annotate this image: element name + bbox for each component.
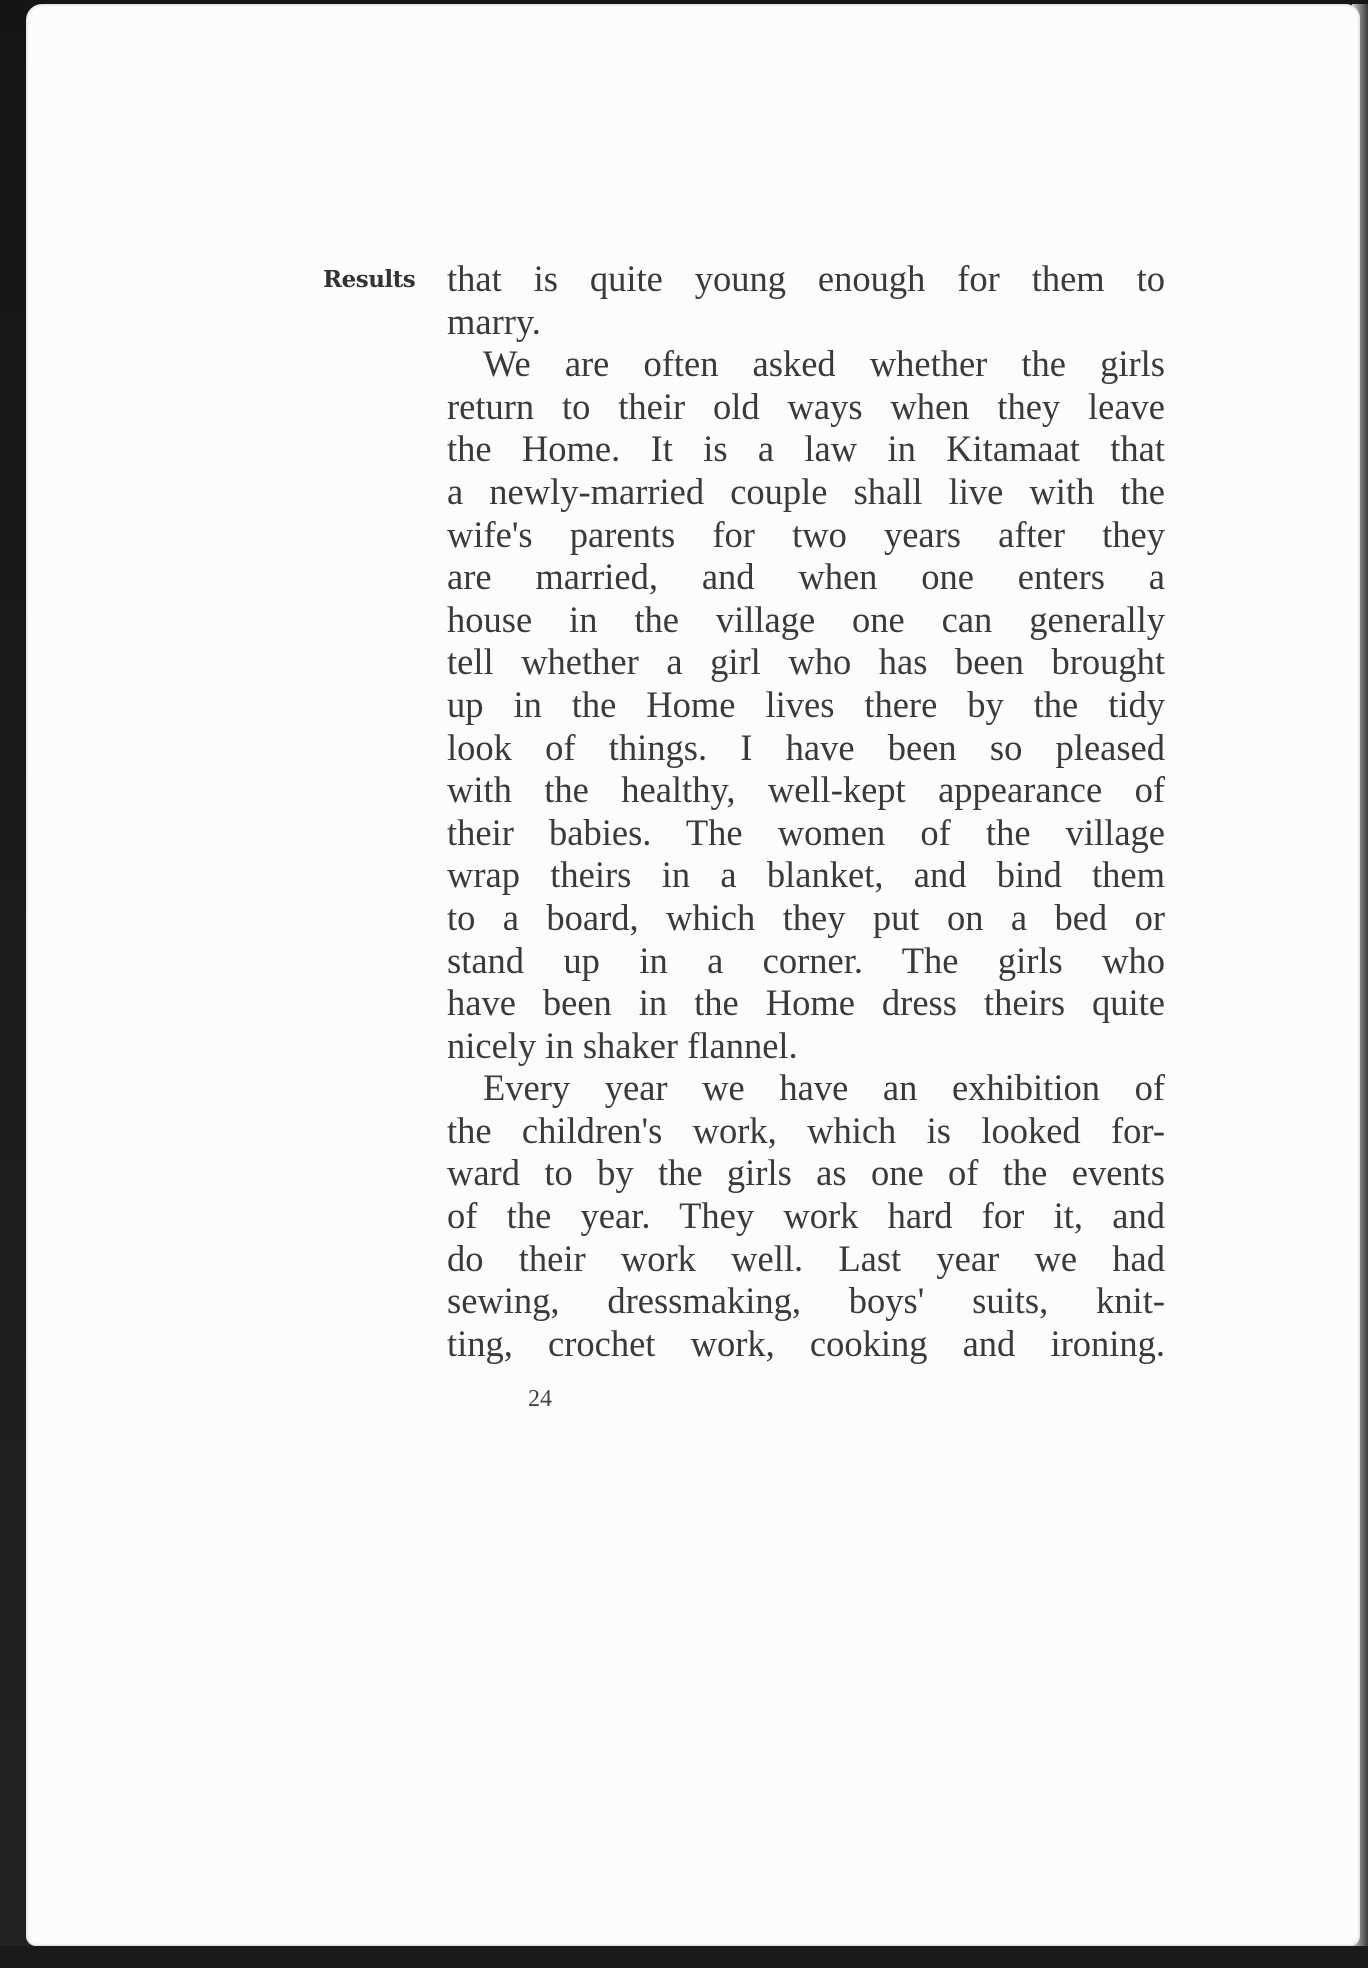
text-line: that is quite young enough for them to [447, 258, 1165, 299]
text-line: have been in the Home dress theirs quite [447, 982, 1165, 1024]
text-line: wrap theirs in a blanket, and bind them [447, 854, 1165, 896]
text-line: with the healthy, well-kept appearance of [447, 769, 1165, 811]
text-line: marry. [447, 300, 541, 342]
text-line: to a board, which they put on a bed or [447, 896, 1165, 938]
text-line: do their work well. Last year we had [447, 1237, 1165, 1279]
text-line: ward to by the girls as one of the events [447, 1152, 1165, 1194]
body-text [447, 258, 1165, 1365]
margin-note: Results [323, 266, 416, 293]
text-line: return to their old ways when they leave [447, 385, 1165, 427]
text-line: the children's work, which is looked for- [447, 1109, 1165, 1151]
text-line: sewing, dressmaking, boys' suits, knit- [447, 1280, 1165, 1322]
text-line: look of things. I have been so pleased [447, 726, 1165, 768]
text-line: the Home. It is a law in Kitamaat that [447, 428, 1165, 470]
text-line: house in the village one can generally [447, 598, 1165, 640]
page-number: 24 [528, 1386, 552, 1412]
text-line: of the year. They work hard for it, and [447, 1195, 1165, 1237]
text-line: up in the Home lives there by the tidy [447, 683, 1165, 725]
text-line: Every year we have an exhibition of [483, 1067, 1165, 1109]
text-line: We are often asked whether the girls [483, 343, 1165, 385]
text-line: wife's parents for two years after they [447, 513, 1165, 555]
text-line: tell whether a girl who has been brought [447, 641, 1165, 683]
text-line: a newly-married couple shall live with the [447, 470, 1165, 512]
scan-bottom-band [0, 1946, 1368, 1968]
text-line: nicely in shaker flannel. [447, 1024, 798, 1066]
text-line: are married, and when one enters a [447, 556, 1165, 598]
text-line: ting, crochet work, cooking and ironing. [447, 1322, 1165, 1364]
text-line: stand up in a corner. The girls who [447, 939, 1165, 981]
text-line: their babies. The women of the village [447, 811, 1165, 853]
